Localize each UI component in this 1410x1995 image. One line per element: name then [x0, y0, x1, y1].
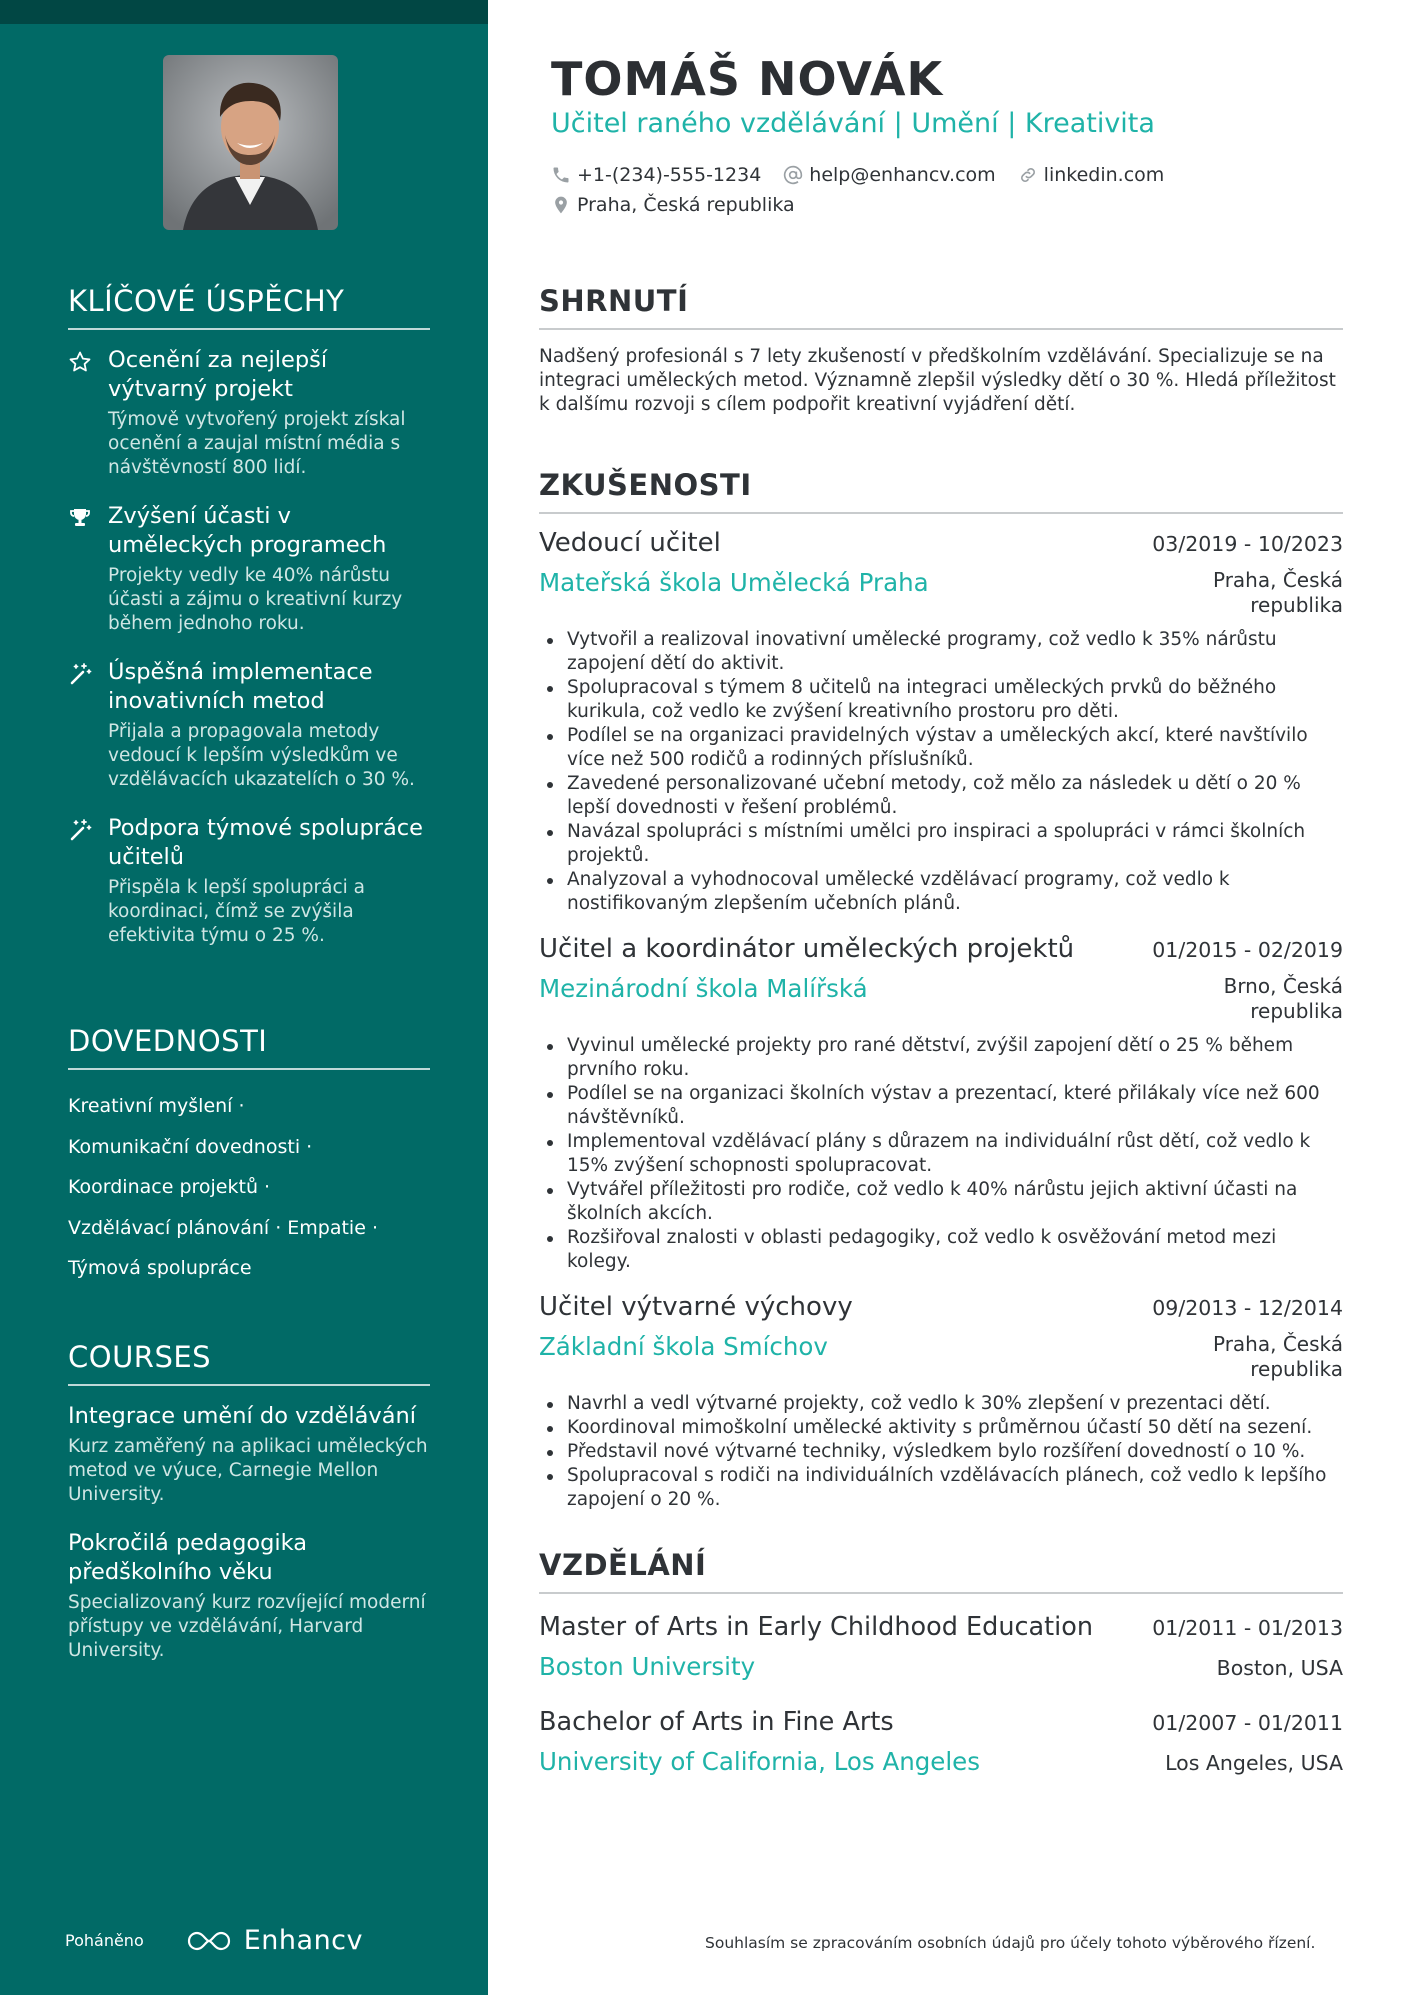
job-entry [539, 934, 1343, 1274]
job-entry [539, 1292, 1343, 1512]
job-dates: 01/2015 - 02/2019 [1152, 938, 1343, 962]
job-bullet: Navrhl a vedl výtvarné projekty, což vedlo k 30% zlepšení v prezentaci dětí. [539, 1392, 1343, 1416]
trophy-icon [68, 502, 108, 636]
job-bullet: Implementoval vzdělávací plány s důrazem na individuální růst dětí, což vedlo k 15% zvýšení schopnosti spolupracovat. [539, 1130, 1343, 1178]
skills-section [68, 1024, 430, 1289]
location-contact [551, 194, 795, 216]
sidebar-top-bar [0, 0, 488, 24]
course-item [68, 1529, 430, 1663]
education-location: Los Angeles, USA [1165, 1751, 1343, 1775]
achievement-title: Úspěšná implementace inovativních metod [108, 659, 373, 714]
job-company: Základní škola Smíchov [539, 1332, 828, 1361]
job-bullet: Zavedené personalizované učební metody, což mělo za následek u dětí o 20 % lepší dovednosti v řešení problémů. [539, 772, 1343, 820]
powered-by [65, 1925, 363, 1956]
education-degree: Bachelor of Arts in Fine Arts [539, 1707, 894, 1737]
job-company: Mezinárodní škola Malířská [539, 974, 868, 1003]
course-description: Kurz zaměřený na aplikaci uměleckých metod ve výuce, Carnegie Mellon University. [68, 1436, 428, 1505]
education-section [539, 1548, 1343, 1776]
summary-section [539, 284, 1343, 417]
job-dates: 09/2013 - 12/2014 [1152, 1296, 1343, 1320]
job-bullet: Vytvořil a realizoval inovativní umělecké programy, což vedlo k 35% nárůstu zapojení dětí do aktivit. [539, 628, 1343, 676]
education-degree: Master of Arts in Early Childhood Education [539, 1612, 1093, 1642]
job-bullet: Podílel se na organizaci pravidelných výstav a uměleckých akcí, které navštívilo více než 500 rodičů a rodinných příslušníků. [539, 724, 1343, 772]
job-bullet: Rozšiřoval znalosti v oblasti pedagogiky, což vedlo k osvěžování metod mezi kolegy. [539, 1226, 1343, 1274]
course-item [68, 1402, 430, 1507]
achievement-description: Projekty vedly ke 40% nárůstu účasti a zájmu o kreativní kurzy během jednoho roku. [108, 565, 403, 634]
job-bullet: Koordinoval mimoškolní umělecké aktivity s průměrnou účastí 50 dětí na sezení. [539, 1416, 1343, 1440]
job-bullet: Podílel se na organizaci školních výstav a prezentací, které přilákaly více než 600 návštěvníků. [539, 1082, 1343, 1130]
education-location: Boston, USA [1216, 1656, 1343, 1680]
education-title: VZDĚLÁNÍ [539, 1548, 1343, 1594]
job-location: Brno, Česká republika [1223, 974, 1343, 1023]
job-role: Učitel a koordinátor uměleckých projektů [539, 934, 1075, 964]
achievement-item [68, 502, 430, 636]
job-company: Mateřská škola Umělecká Praha [539, 568, 929, 597]
course-description: Specializovaný kurz rozvíjející moderní přístupy ve vzdělávání, Harvard University. [68, 1592, 426, 1661]
achievement-title: Ocenění za nejlepší výtvarný projekt [108, 347, 328, 402]
skill-line: Koordinace projektů · [68, 1176, 271, 1198]
achievement-description: Přijala a propagovala metody vedoucí k lepším výsledkům ve vzdělávacích ukazatelích o 30 %. [108, 721, 415, 790]
job-bullet: Analyzoval a vyhodnocoval umělecké vzdělávací programy, což vedlo k nostifikovaným zlepšením učebních plánů. [539, 868, 1343, 916]
job-dates: 03/2019 - 10/2023 [1152, 532, 1343, 556]
phone-contact[interactable] [551, 164, 761, 186]
at-sign-icon [783, 165, 803, 185]
job-bullet: Vytvářel příležitosti pro rodiče, což vedlo k 40% nárůstu jejich aktivní účasti na školních akcích. [539, 1178, 1343, 1226]
achievement-title: Zvýšení účasti v uměleckých programech [108, 503, 387, 558]
location-text: Praha, Česká republika [577, 194, 795, 216]
job-bullets [539, 1034, 1343, 1274]
courses-title: COURSES [68, 1340, 430, 1386]
achievement-item [68, 346, 430, 480]
job-bullet: Spolupracoval s rodiči na individuálních vzdělávacích plánech, což vedlo k lepšího zapojení o 20 %. [539, 1464, 1343, 1512]
skill-line: Komunikační dovednosti · [68, 1135, 313, 1158]
education-dates: 01/2011 - 01/2013 [1152, 1616, 1343, 1640]
experience-title: ZKUŠENOSTI [539, 468, 1343, 514]
job-bullets [539, 1392, 1343, 1512]
phone-icon [551, 165, 571, 185]
job-bullet: Spolupracoval s týmem 8 učitelů na integraci uměleckých prvků do běžného kurikula, což vedlo ke zvýšení kreativního prostoru pro děti. [539, 676, 1343, 724]
achievement-item [68, 658, 430, 792]
achievement-title: Podpora týmové spolupráce učitelů [108, 815, 423, 870]
magic-wand-icon [68, 814, 108, 948]
star-icon [68, 346, 108, 480]
job-bullet: Navázal spolupráci s místními umělci pro inspiraci a spolupráci v rámci školních projektů. [539, 820, 1343, 868]
magic-wand-icon [68, 658, 108, 792]
education-school: Boston University [539, 1652, 756, 1681]
education-entry [539, 1612, 1343, 1681]
profile-photo-image [163, 55, 338, 230]
website-contact[interactable] [1018, 164, 1165, 186]
skill-line: Vzdělávací plánování · Empatie · [68, 1216, 378, 1239]
candidate-headline: Učitel raného vzdělávání | Umění | Kreativita [551, 108, 1155, 139]
achievement-item [68, 814, 430, 948]
skills-title: DOVEDNOSTI [68, 1024, 430, 1070]
achievements-section [68, 284, 430, 970]
job-location: Praha, Česká republika [1212, 1332, 1343, 1381]
email-contact[interactable] [783, 164, 995, 186]
enhancv-logo-icon [186, 1928, 232, 1954]
job-role: Vedoucí učitel [539, 528, 721, 558]
location-pin-icon [551, 195, 571, 215]
enhancv-brand-name: Enhancv [243, 1925, 363, 1956]
job-entry [539, 528, 1343, 916]
job-role: Učitel výtvarné výchovy [539, 1292, 853, 1322]
job-location: Praha, Česká republika [1212, 568, 1343, 617]
contact-info [551, 160, 1186, 220]
summary-text: Nadšený profesionál s 7 lety zkušeností v předškolním vzdělávání. Specializuje se na integraci uměleckých metod. Významně zlepšil výsledky dětí o 30 %. Hledá příležitost k dalšímu rozvoji s cílem podpořit kreativní vyjádření dětí. [539, 346, 1336, 415]
link-icon [1018, 165, 1038, 185]
job-bullets [539, 628, 1343, 916]
achievements-title: KLÍČOVÉ ÚSPĚCHY [68, 284, 430, 330]
education-entry [539, 1707, 1343, 1776]
profile-photo [163, 55, 338, 230]
consent-note: Souhlasím se zpracováním osobních údajů pro účely tohoto výběrového řízení. [705, 1934, 1316, 1952]
skill-line: Kreativní myšlení · [68, 1095, 245, 1117]
candidate-name: TOMÁŠ NOVÁK [551, 52, 944, 106]
website-link: linkedin.com [1043, 164, 1165, 186]
skill-line: Týmová spolupráce [68, 1257, 252, 1279]
powered-by-label: Poháněno [65, 1931, 144, 1950]
achievement-description: Přispěla k lepší spolupráci a koordinaci, čímž se zvýšila efektivita týmu o 25 %. [108, 877, 365, 946]
sidebar [0, 0, 488, 1995]
courses-section [68, 1340, 430, 1685]
course-title: Pokročilá pedagogika předškolního věku [68, 1530, 308, 1585]
education-dates: 01/2007 - 01/2011 [1152, 1711, 1343, 1735]
experience-section [539, 468, 1343, 1512]
education-school: University of California, Los Angeles [539, 1747, 981, 1776]
summary-title: SHRNUTÍ [539, 284, 1343, 330]
phone-number: +1-(234)-555-1234 [577, 164, 762, 186]
achievement-description: Týmově vytvořený projekt získal ocenění a zaujal místní média s návštěvností 800 lidí. [108, 409, 406, 478]
email-address: help@enhancv.com [809, 164, 996, 186]
job-bullet: Vyvinul umělecké projekty pro rané dětství, zvýšil zapojení dětí o 25 % během prvního roku. [539, 1034, 1343, 1082]
job-bullet: Představil nové výtvarné techniky, výsledkem bylo rozšíření dovedností o 10 %. [539, 1440, 1343, 1464]
enhancv-logo[interactable] [186, 1925, 363, 1956]
course-title: Integrace umění do vzdělávání [68, 1403, 417, 1429]
